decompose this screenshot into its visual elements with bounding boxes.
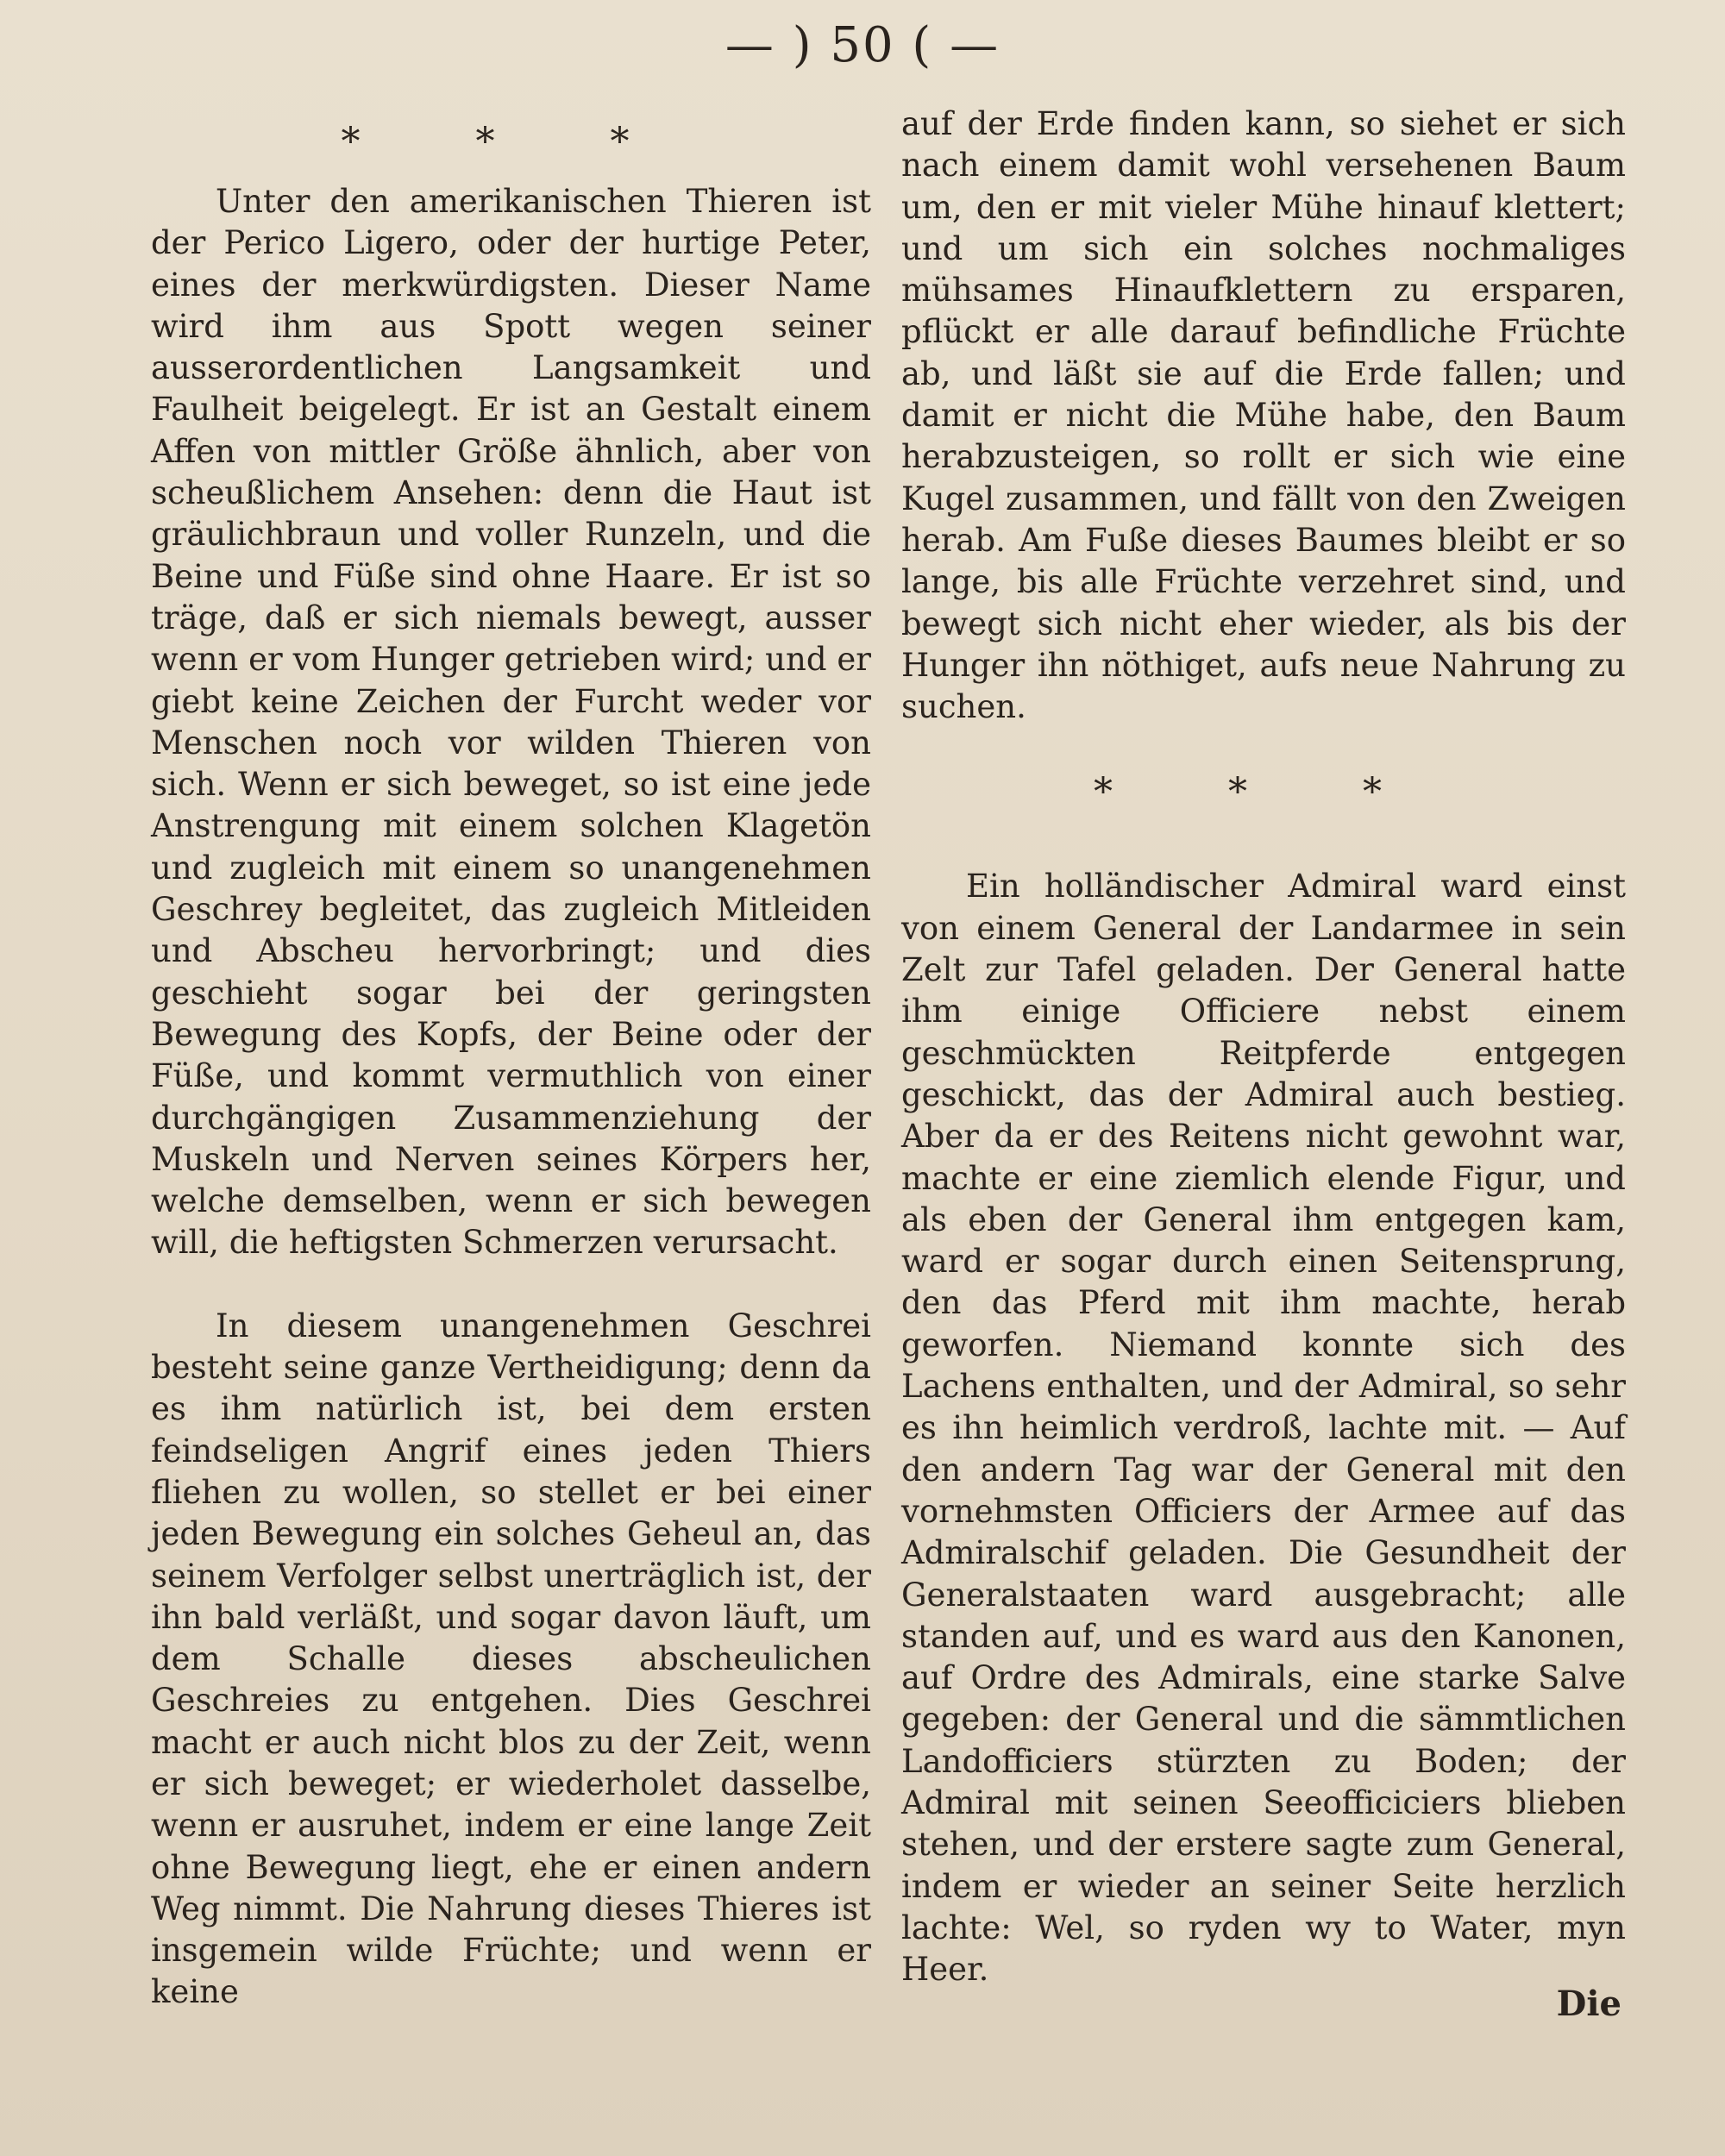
article-paragraph: Unter den amerikanischen Thieren ist der Perico Ligero, oder der hurtige Peter, eines der merkwürdigsten. Dieser Name wird ihm aus Spott wegen seiner ausserordentlichen Langsamkeit und Faulheit beigelegt. Er ist an Gestalt einem Affen von mittler Größe ähnlich, aber von scheußlichem Ansehen: denn die Haut ist gräulichbraun und voller Runzeln, und die Beine und Füße sind ohne Haare. Er ist so träge, daß er sich niemals bewegt, ausser wenn er vom Hunger getrieben wird; und er giebt keine Zeichen der Furcht weder vor Menschen noch vor wilden Thieren von sich. Wenn er sich beweget, so ist eine jede Anstrengung mit einem solchen Klagetön und zugleich mit einem so unangenehmen Geschrey begleitet, das zugleich Mitleiden und Abscheu hervorbringt; und dies geschieht sogar bei der geringsten Bewegung des Kopfs, der Beine oder der Füße, und kommt vermuthlich von einer durchgängigen Zusammenziehung der Muskeln und Nerven seines Körpers her, welche demselben, wenn er sich bewegen will, die heftigsten Schmerzen verursacht. [151, 183, 871, 1262]
page-number: — ) 50 ( — [724, 17, 1000, 73]
catchword: Die [1556, 1984, 1622, 2024]
right-column [901, 103, 1626, 1990]
left-column [151, 103, 871, 2014]
anecdote-paragraph: Ein holländischer Admiral ward einst von einem General der Landarmee in sein Zelt zur Tafel geladen. Der General hatte ihm einige Officiere nebst einem geschmückten Reitpferde entgegen geschickt, das der Admiral auch bestieg. Aber da er des Reitens nicht gewohnt war, machte er eine ziemlich elende Figur, und als eben der General ihm entgegen kam, ward er sogar durch einen Seitensprung, den das Pferd mit ihm machte, herab geworfen. Niemand konnte sich des Lachens enthalten, und der Admiral, so sehr es ihn heimlich verdroß, lachte mit. — Auf den andern Tag war der General mit den vornehmsten Officiers der Armee auf das Admiralschif geladen. Die Gesundheit der Generalstaaten ward ausgebracht; alle standen auf, und es ward aus den Kanonen, auf Ordre des Admirals, eine starke Salve gegeben: der General und die sämmtlichen Landofficiers stürzten zu Boden; der Admiral mit seinen Seeofficiciers blieben stehen, und der erstere sagte zum General, indem er wieder an seiner Seite herzlich lachte: Wel, so ryden wy to Water, myn Heer. [901, 868, 1626, 1989]
article-paragraph: auf der Erde finden kann, so siehet er sich nach einem damit wohl versehenen Baum um, den er mit vieler Mühe hinauf klettert; und um sich ein solches nochmaliges mühsames Hinaufklettern zu ersparen, pflückt er alle darauf befindliche Früchte ab, und läßt sie auf die Erde fallen; und damit er nicht die Mühe habe, den Baum herabzusteigen, so rollt er sich wie eine Kugel zusammen, und fällt von den Zweigen herab. Am Fuße dieses Baumes bleibt er so lange, bis alle Früchte verzehret sind, und bewegt sich nicht eher wieder, als bis der Hunger ihn nöthiget, aufs neue Nahrung zu suchen. [901, 105, 1626, 726]
article-paragraph: In diesem unangenehmen Geschrei besteht seine ganze Vertheidigung; denn da es ihm natürlich ist, bei dem ersten feindseligen Angrif eines jeden Thiers fliehen zu wollen, so stellet er bei einer jeden Bewegung ein solches Geheul an, das seinem Verfolger selbst unerträglich ist, der ihn bald verläßt, und sogar davon läuft, um dem Schalle dieses abscheulichen Geschreies zu entgehen. Dies Geschrei macht er auch nicht blos zu der Zeit, wenn er sich beweget; er wiederholet dasselbe, wenn er ausruhet, indem er eine lange Zeit ohne Bewegung liegt, ehe er einen andern Weg nimmt. Die Nahrung dieses Thieres ist insgemein wilde Früchte; und wenn er keine [151, 1307, 871, 2011]
section-ornament: * * * [1094, 770, 1433, 815]
section-ornament: * * * [341, 120, 681, 164]
